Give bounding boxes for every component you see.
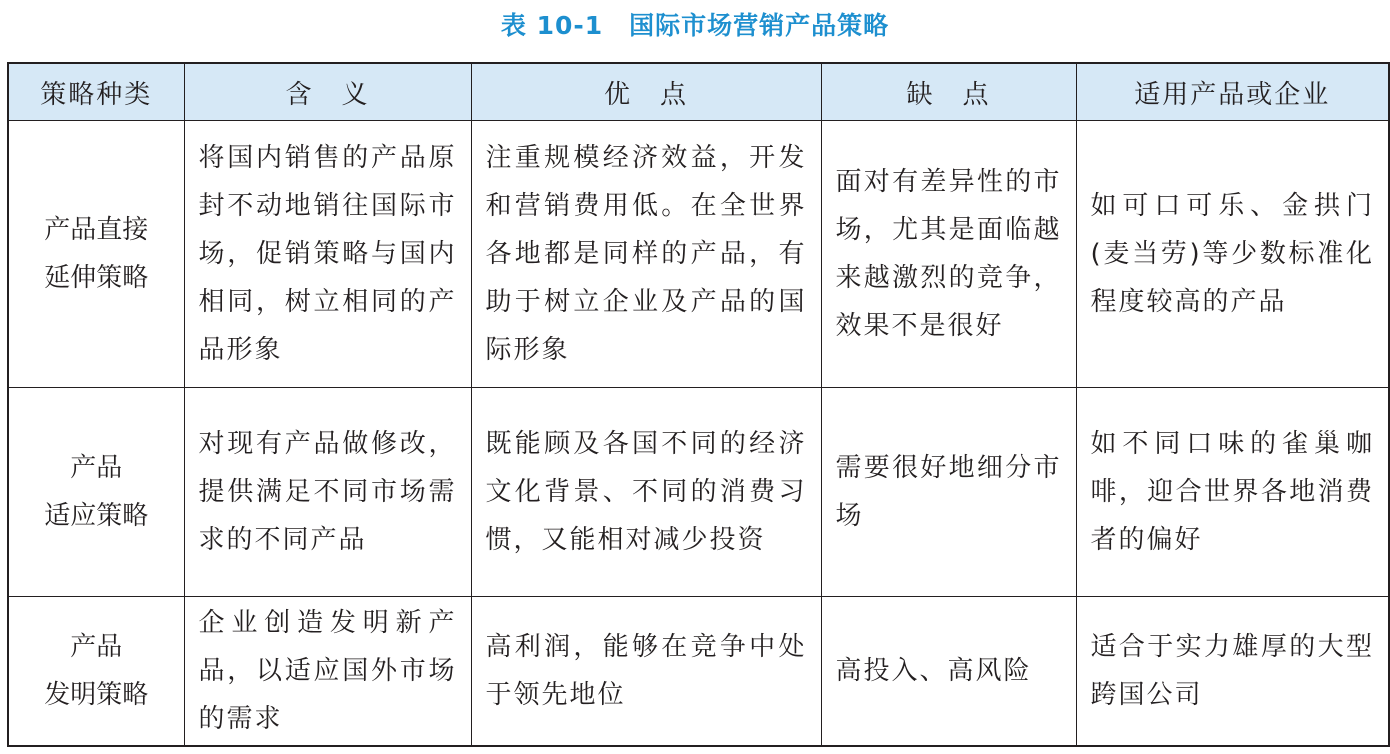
- meaning-cell: 将国内销售的产品原封不动地销往国际市场，促销策略与国内相同，树立相同的产品形象: [184, 121, 471, 388]
- header-row: [8, 63, 1389, 121]
- applicable-cell: 适合于实力雄厚的大型跨国公司: [1076, 597, 1389, 747]
- table-title: 国际市场营销产品策略: [629, 11, 890, 40]
- meaning-cell: 对现有产品做修改，提供满足不同市场需求的不同产品: [184, 388, 471, 597]
- table-row: [8, 597, 1389, 747]
- strategy-table: [7, 62, 1390, 747]
- category-cell: [8, 597, 184, 747]
- header-meaning: 含 义: [184, 63, 471, 121]
- category-line: 适应策略: [44, 501, 149, 531]
- table-number: 表 10-1: [500, 11, 604, 40]
- table-row: [8, 388, 1389, 597]
- advantages-cell: 高利润，能够在竞争中处于领先地位: [471, 597, 821, 747]
- disadvantages-cell: 面对有差异性的市场，尤其是面临越来越激烈的竞争，效果不是很好: [821, 121, 1076, 388]
- category-cell: [8, 121, 184, 388]
- category-line: 发明策略: [44, 680, 149, 710]
- table-row: [8, 121, 1389, 388]
- category-line: 延伸策略: [44, 263, 149, 293]
- category-line: 产品直接: [44, 215, 149, 245]
- advantages-cell: 既能顾及各国不同的经济文化背景、不同的消费习惯，又能相对减少投资: [471, 388, 821, 597]
- disadvantages-cell: 高投入、高风险: [821, 597, 1076, 747]
- category-cell: [8, 388, 184, 597]
- applicable-cell: 如不同口味的雀巢咖啡，迎合世界各地消费者的偏好: [1076, 388, 1389, 597]
- category-line: 产品: [70, 453, 123, 483]
- table-caption: [0, 6, 1390, 46]
- header-applicable: 适用产品或企业: [1076, 63, 1389, 121]
- meaning-cell: 企业创造发明新产品，以适应国外市场的需求: [184, 597, 471, 747]
- advantages-cell: 注重规模经济效益，开发和营销费用低。在全世界各地都是同样的产品，有助于树立企业及产品的国际形象: [471, 121, 821, 388]
- category-line: 产品: [70, 632, 123, 662]
- header-advantages: 优 点: [471, 63, 821, 121]
- header-disadvantages: 缺 点: [821, 63, 1076, 121]
- applicable-cell: 如可口可乐、金拱门(麦当劳)等少数标准化程度较高的产品: [1076, 121, 1389, 388]
- header-strategy-type: 策略种类: [8, 63, 184, 121]
- disadvantages-cell: 需要很好地细分市场: [821, 388, 1076, 597]
